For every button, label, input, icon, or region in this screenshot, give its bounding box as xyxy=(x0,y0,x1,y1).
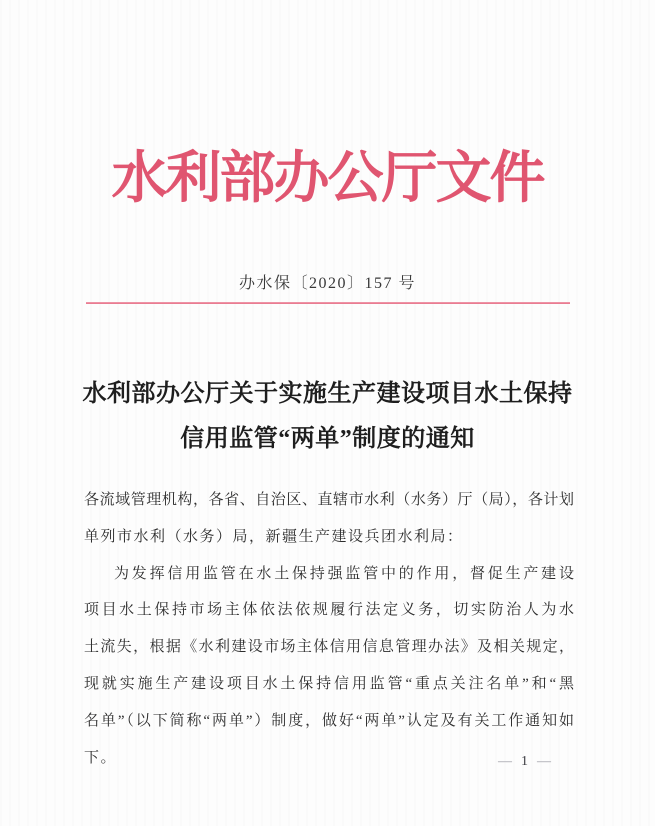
page-number-value: 1 xyxy=(521,754,528,769)
document-title-line-1: 水利部办公厅关于实施生产建设项目水土保持 xyxy=(82,381,573,407)
document-title-line-2: 信用监管“两单”制度的通知 xyxy=(180,426,475,452)
page-number-dash-left: — xyxy=(498,754,512,769)
page-number-dash-right: — xyxy=(537,754,551,769)
body-text-line: 名单”（以下简称“两单”）制度，做好“两单”认定及有关工作通知如 xyxy=(84,712,574,729)
document-title xyxy=(0,372,655,462)
body-text-line: 项目水土保持市场主体依法依规履行法定义务，切实防治人为水 xyxy=(84,602,574,619)
body-text-line: 为发挥信用监管在水土保持强监管中的作用，督促生产建设 xyxy=(114,565,574,582)
document-body xyxy=(84,482,574,776)
document-number: 办水保〔2020〕157 号 xyxy=(238,275,416,292)
body-text-line: 现就实施生产建设项目水土保持信用监管“重点关注名单”和“黑 xyxy=(84,675,574,692)
body-text-line: 土流失，根据《水利建设市场主体信用信息管理办法》及相关规定， xyxy=(84,639,574,656)
page-number xyxy=(498,753,551,771)
body-text-line: 下。 xyxy=(84,749,118,766)
recipients-line: 各流域管理机构，各省、自治区、直辖市水利（水务）厅（局），各计划 xyxy=(84,492,574,508)
red-divider-line xyxy=(86,302,570,304)
agency-letterhead-title: 水利部办公厅文件 xyxy=(111,148,544,210)
recipients-line: 单列市水利（水务）局，新疆生产建设兵团水利局： xyxy=(84,528,464,545)
